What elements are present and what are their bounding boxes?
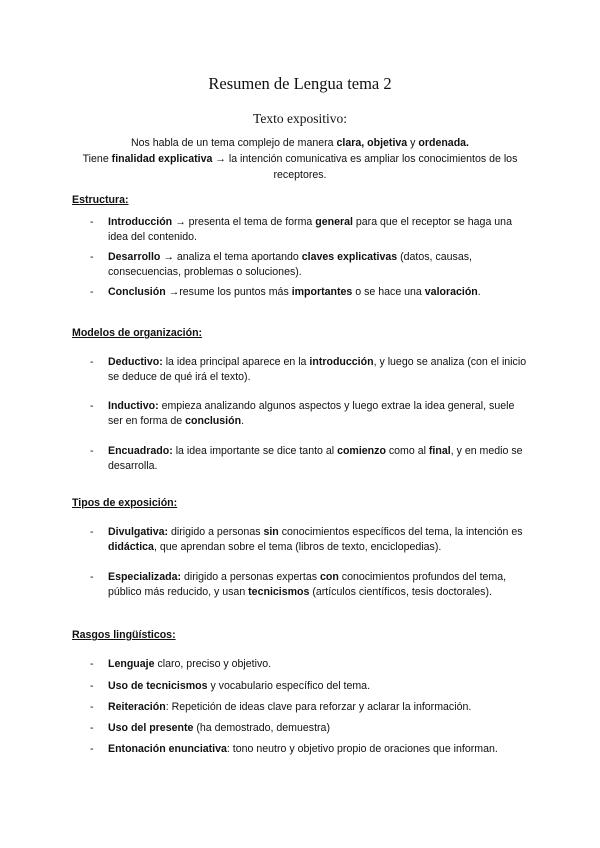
bold-term: conclusión bbox=[185, 415, 242, 427]
page-title: Resumen de Lengua tema 2 bbox=[208, 74, 392, 93]
list-item-text bbox=[108, 215, 530, 245]
list-dash: - bbox=[90, 680, 94, 692]
section-title-texto-expositivo: Texto expositivo: bbox=[253, 111, 347, 126]
list-dash: - bbox=[90, 658, 94, 670]
bold-term: claves explicativas bbox=[301, 251, 398, 263]
list-item bbox=[90, 742, 530, 757]
item-text-segment: →resume los puntos más bbox=[165, 286, 292, 298]
item-text-segment: conocimientos específicos del tema, la intención es bbox=[278, 526, 523, 538]
list-dash: - bbox=[90, 526, 94, 538]
list-dash: - bbox=[90, 701, 94, 713]
item-text-segment: como al bbox=[385, 445, 429, 457]
list-item-text bbox=[108, 657, 530, 672]
intro-text: Nos habla de un tema complejo de manera bbox=[130, 137, 337, 149]
item-text-segment: dirigido a personas expertas bbox=[181, 571, 320, 583]
bold-term: Reiteración bbox=[108, 701, 166, 713]
item-text-segment: la idea principal aparece en la bbox=[162, 356, 310, 368]
item-text-segment: claro, preciso y objetivo. bbox=[154, 658, 272, 670]
intro-line-1 bbox=[60, 135, 540, 151]
list-item-text bbox=[108, 399, 530, 429]
bold-term: Encuadrado: bbox=[108, 445, 173, 457]
item-text-segment: empieza analizando algunos aspectos y luego extrae la idea general, suele ser en forma de bbox=[108, 400, 515, 427]
list-dash: - bbox=[90, 400, 94, 412]
list-item-text bbox=[108, 742, 530, 757]
bold-term: Especializada: bbox=[108, 571, 182, 583]
intro-bold: clara, objetiva bbox=[336, 137, 408, 149]
list-item-text bbox=[108, 250, 530, 280]
bold-term: comienzo bbox=[337, 445, 386, 457]
item-text-segment: , y en medio se desarrolla. bbox=[108, 445, 523, 472]
bold-term: sin bbox=[263, 526, 279, 538]
intro-text: Tiene bbox=[82, 153, 112, 165]
item-text-segment: : Repetición de ideas clave para reforzar y aclarar la información. bbox=[165, 701, 472, 713]
item-text-segment: → analiza el tema aportando bbox=[160, 251, 302, 263]
intro-line-2 bbox=[60, 151, 540, 183]
list-item bbox=[90, 285, 530, 300]
bold-term: Uso del presente bbox=[108, 722, 194, 734]
item-text-segment: la idea importante se dice tanto al bbox=[172, 445, 338, 457]
list-item bbox=[90, 570, 530, 600]
list-item bbox=[90, 721, 530, 736]
bold-term: Divulgativa: bbox=[108, 526, 169, 538]
list-item-text bbox=[108, 355, 530, 385]
list-dash: - bbox=[90, 722, 94, 734]
item-text-segment: . bbox=[477, 286, 481, 298]
list-item bbox=[90, 399, 530, 429]
bold-term: Entonación enunciativa bbox=[108, 743, 227, 755]
intro-paragraph bbox=[60, 135, 540, 183]
item-text-segment: o se hace una bbox=[352, 286, 425, 298]
list-item bbox=[90, 679, 530, 694]
bold-term: Desarrollo bbox=[108, 251, 161, 263]
item-text-segment: → presenta el tema de forma bbox=[172, 216, 316, 228]
intro-bold: finalidad explicativa bbox=[111, 153, 213, 165]
list-item-text bbox=[108, 721, 530, 736]
list-dash: - bbox=[90, 286, 94, 298]
item-text-segment: , y luego se analiza (con el inicio se deduce de qué irá el texto). bbox=[108, 356, 527, 383]
item-text-segment: . bbox=[241, 415, 245, 427]
intro-text: y bbox=[407, 137, 419, 149]
bold-term: didáctica bbox=[108, 541, 154, 553]
list-item-text bbox=[108, 525, 530, 555]
item-text-segment: (datos, causas, consecuencias, problemas o soluciones). bbox=[108, 251, 472, 278]
list-dash: - bbox=[90, 571, 94, 583]
list-dash: - bbox=[90, 743, 94, 755]
bold-term: Inductivo: bbox=[108, 400, 159, 412]
bold-term: valoración bbox=[424, 286, 478, 298]
bold-term: importantes bbox=[291, 286, 353, 298]
heading-rasgos: Rasgos lingüísticos: bbox=[72, 629, 176, 641]
list-item bbox=[90, 700, 530, 715]
bold-term: final bbox=[428, 445, 451, 457]
heading-estructura: Estructura: bbox=[72, 194, 129, 206]
list-dash: - bbox=[90, 216, 94, 228]
item-text-segment: conocimientos profundos del tema, público más reducido, y usan bbox=[108, 571, 507, 598]
item-text-segment: , que aprendan sobre el tema (libros de texto, enciclopedias). bbox=[153, 541, 442, 553]
list-item bbox=[90, 250, 530, 280]
list-item-text bbox=[108, 679, 530, 694]
bold-term: Deductivo: bbox=[108, 356, 163, 368]
list-item bbox=[90, 525, 530, 555]
bold-term: introducción bbox=[309, 356, 374, 368]
list-item-text bbox=[108, 700, 530, 715]
list-item bbox=[90, 215, 530, 245]
list-item bbox=[90, 657, 530, 672]
heading-tipos: Tipos de exposición: bbox=[72, 497, 178, 509]
item-text-segment: : tono neutro y objetivo propio de oraciones que informan. bbox=[226, 743, 498, 755]
intro-text: → la intención comunicativa es ampliar los conocimientos de los receptores. bbox=[212, 153, 518, 181]
bold-term: con bbox=[320, 571, 339, 583]
list-item bbox=[90, 355, 530, 385]
item-text-segment: y vocabulario específico del tema. bbox=[207, 680, 371, 692]
item-text-segment: (ha demostrado, demuestra) bbox=[193, 722, 330, 734]
list-item bbox=[90, 444, 530, 474]
bold-term: Introducción bbox=[108, 216, 173, 228]
intro-bold: ordenada. bbox=[418, 137, 470, 149]
list-dash: - bbox=[90, 356, 94, 368]
bold-term: tecnicismos bbox=[248, 586, 310, 598]
list-item-text bbox=[108, 285, 530, 300]
list-dash: - bbox=[90, 251, 94, 263]
list-item-text bbox=[108, 444, 530, 474]
bold-term: Uso de tecnicismos bbox=[108, 680, 208, 692]
item-text-segment: (artículos científicos, tesis doctorales). bbox=[309, 586, 492, 598]
list-item-text bbox=[108, 570, 530, 600]
bold-term: Lenguaje bbox=[108, 658, 155, 670]
item-text-segment: para que el receptor se haga una idea del contenido. bbox=[108, 216, 512, 243]
item-text-segment: dirigido a personas bbox=[168, 526, 264, 538]
heading-modelos: Modelos de organización: bbox=[72, 327, 203, 339]
bold-term: Conclusión bbox=[108, 286, 166, 298]
bold-term: general bbox=[315, 216, 353, 228]
list-dash: - bbox=[90, 445, 94, 457]
